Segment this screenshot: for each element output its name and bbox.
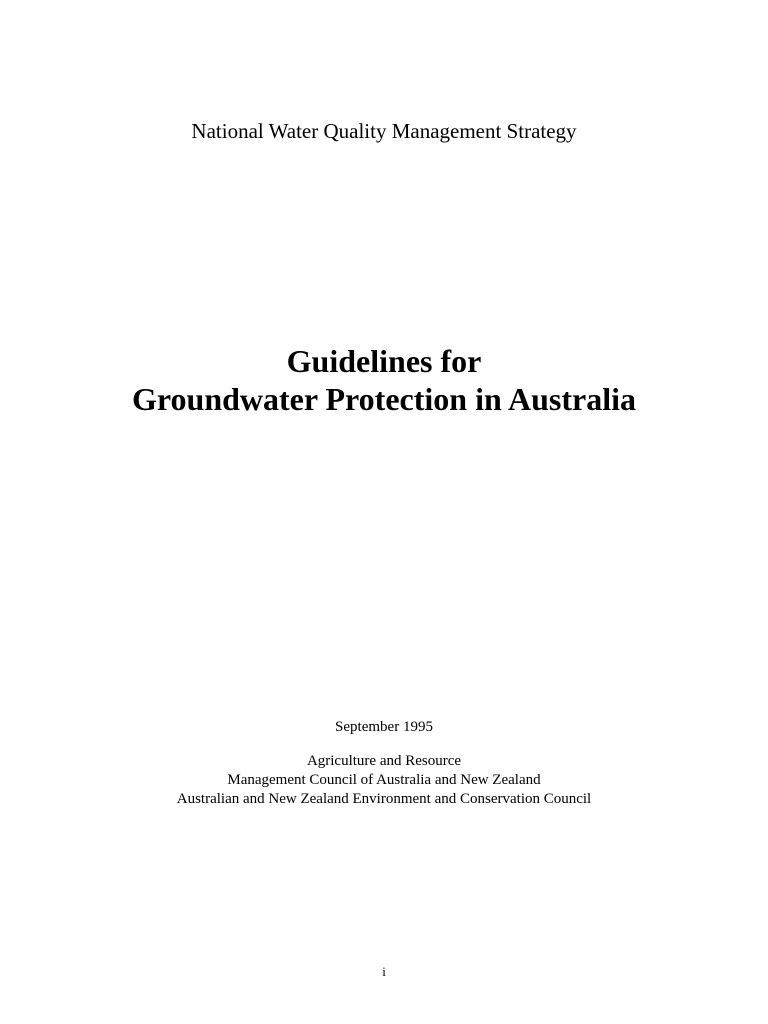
publisher-line-1: Agriculture and Resource: [306, 753, 462, 769]
publisher-line-2: Management Council of Australia and New Zealand: [227, 772, 541, 788]
document-title: [0, 342, 768, 418]
document-title-line-2: Groundwater Protection in Australia: [132, 381, 636, 417]
publisher-line-3: Australian and New Zealand Environment and Conservation Council: [176, 791, 592, 807]
document-title-line-1: Guidelines for: [286, 343, 482, 379]
page-number: i: [382, 964, 386, 979]
publication-date: September 1995: [335, 719, 433, 735]
publisher-block: [0, 752, 768, 809]
series-title: National Water Quality Management Strategy: [191, 119, 577, 143]
